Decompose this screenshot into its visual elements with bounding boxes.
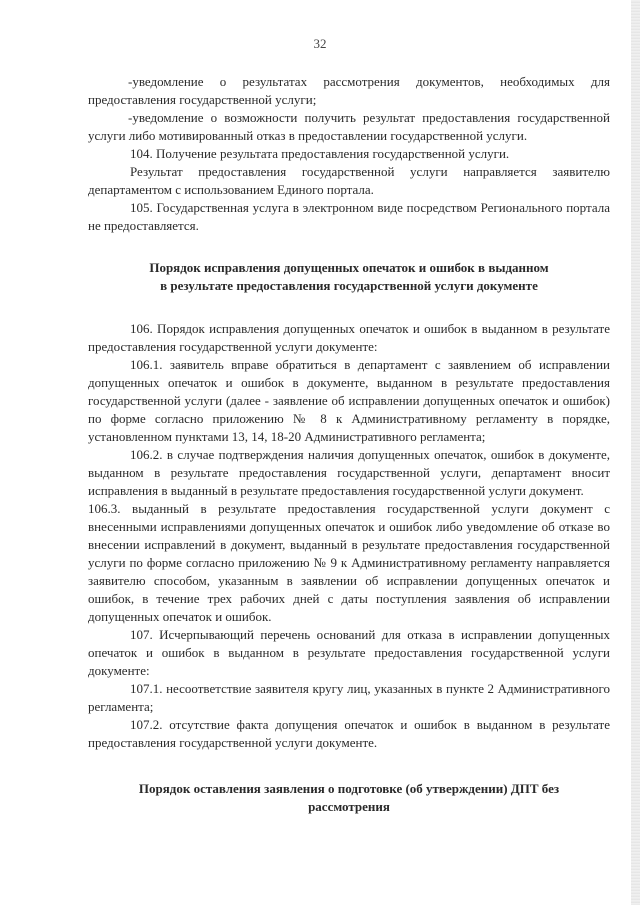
page-number: 32 xyxy=(313,36,327,51)
section-heading-corrections xyxy=(88,259,610,295)
paragraph-106-3: 106.3. выданный в результате предоставления государственной услуги документ с внесенными исправлениями допущенных опечаток и ошибок либо уведомление об отказе во внесении исправлений в документ, выданный в результате предоставления государственной услуги по форме согласно приложению № 9 к Административному регламенту направляется заявителю способом, указанным в заявлении об исправлении допущенных опечаток и ошибок, в течение трех рабочих дней с даты поступления заявления об исправлении допущенных опечаток и ошибок. xyxy=(88,501,610,624)
section-heading-corrections-line1: Порядок исправления допущенных опечаток и ошибок в выданном xyxy=(149,260,549,275)
paragraph-106-1: 106.1. заявитель вправе обратиться в департамент с заявлением об исправлении допущенных опечаток и ошибок в документе, выданном в результате предоставления государственной услуги (далее - заявление об исправлении допущенных опечаток и ошибок) по форме согласно приложению № 8 к Административному регламенту в порядке, установленном пунктами 13, 14, 18-20 Административного регламента; xyxy=(88,357,610,444)
scan-edge xyxy=(631,0,640,905)
paragraph-result-delivery: Результат предоставления государственной услуги направляется заявителю департаментом с использованием Единого портала. xyxy=(88,164,610,197)
paragraph-notice-possibility: -уведомление о возможности получить результат предоставления государственной услуги либо мотивированный отказ в предоставлении государственной услуги. xyxy=(88,110,610,143)
paragraph-104: 104. Получение результата предоставления государственной услуги. xyxy=(130,146,510,161)
paragraph-106: 106. Порядок исправления допущенных опечаток и ошибок в выданном в результате предоставления государственной услуги документе: xyxy=(88,321,610,354)
section-heading-leave-without-review xyxy=(88,780,610,816)
paragraph-notice-results: -уведомление о результатах рассмотрения документов, необходимых для предоставления государственной услуги; xyxy=(88,74,610,107)
section-heading-leave-line1: Порядок оставления заявления о подготовке (об утверждении) ДПТ без xyxy=(138,781,560,796)
document-body xyxy=(88,73,610,816)
section-heading-corrections-line2: в результате предоставления государственной услуги документе xyxy=(160,278,538,293)
paragraph-107: 107. Исчерпывающий перечень оснований для отказа в исправлении допущенных опечаток и ошибок в выданном в результате предоставления государственной услуги документе: xyxy=(88,627,610,678)
paragraph-105: 105. Государственная услуга в электронном виде посредством Регионального портала не предоставляется. xyxy=(88,200,610,233)
section-heading-leave-line2: рассмотрения xyxy=(308,799,390,814)
paragraph-107-2: 107.2. отсутствие факта допущения опечаток и ошибок в выданном в результате предоставления государственной услуги документе. xyxy=(88,717,610,750)
paragraph-107-1: 107.1. несоответствие заявителя кругу лиц, указанных в пункте 2 Административного регламента; xyxy=(88,681,610,714)
paragraph-106-2: 106.2. в случае подтверждения наличия допущенных опечаток, ошибок в документе, выданном в результате предоставления государственной услуги, департамент вносит исправления в выданный в результате предоставления государственной услуги документ. xyxy=(88,447,610,498)
